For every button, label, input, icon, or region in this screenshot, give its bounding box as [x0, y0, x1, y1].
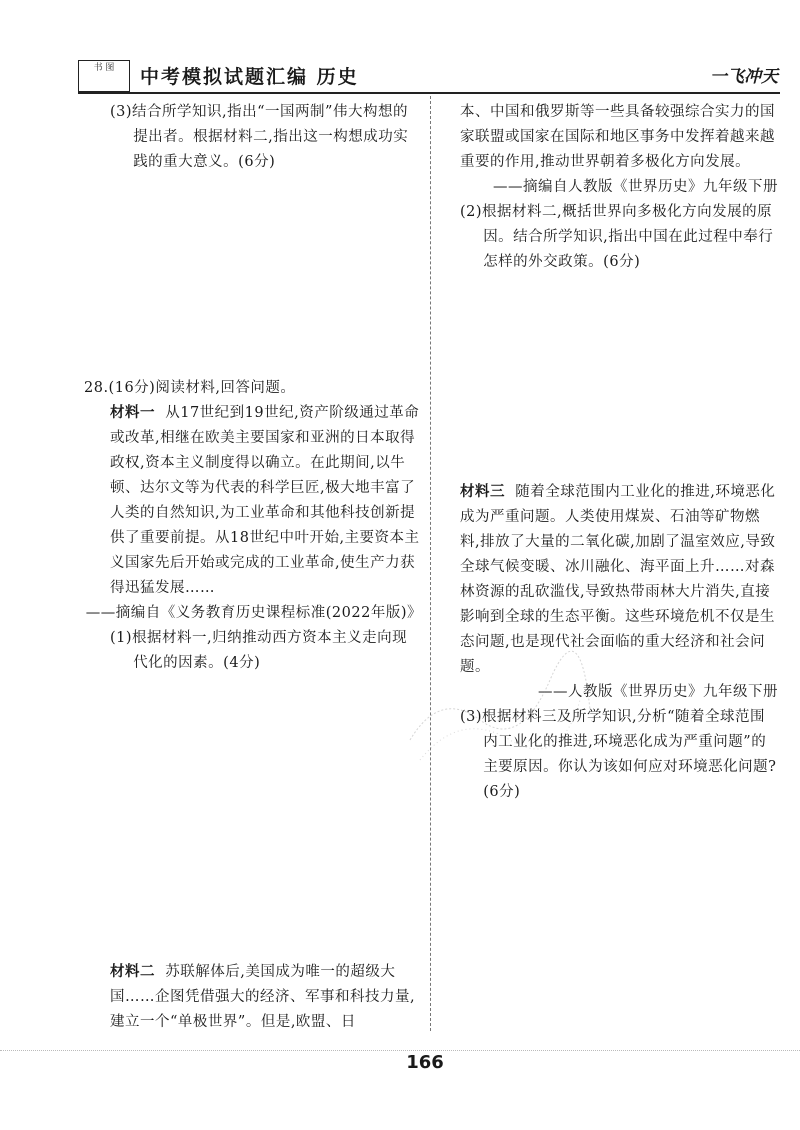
material-2-text: 苏联解体后,美国成为唯一的超级大国……企图凭借强大的经济、军事和科技力量,建立一个“单极世界”。但是,欧盟、日: [110, 964, 416, 1030]
logo-icon: [78, 60, 130, 92]
question-28-3: (3)根据材料三及所学知识,分析“随着全球范围内工业化的推进,环境恶化成为严重问题”的主要原因。你认为该如何应对环境恶化问题?(6分): [460, 709, 777, 800]
material-3-label: 材料三: [460, 484, 505, 500]
question-28-title: 28.(16分)阅读材料,回答问题。: [84, 380, 296, 396]
question-28-1: (1)根据材料一,归纳推动西方资本主义走向现代化的因素。(4分): [110, 630, 408, 671]
header-title: 中考模拟试题汇编 历史: [140, 66, 359, 88]
material-1: [110, 401, 422, 601]
material-2: [110, 960, 422, 1035]
material-2-label: 材料二: [110, 964, 155, 980]
material-3-source: ——人教版《世界历史》九年级下册: [538, 684, 778, 700]
header-rule: [78, 92, 780, 94]
material-2-cont-text: 本、中国和俄罗斯等一些具备较强综合实力的国家联盟或国家在国际和地区事务中发挥着越来越重要的作用,推动世界朝着多极化方向发展。: [460, 104, 775, 170]
material-3-text: 随着全球范围内工业化的推进,环境恶化成为严重问题。人类使用煤炭、石油等矿物燃料,排放了大量的二氧化碳,加剧了温室效应,导致全球气候变暖、冰川融化、海平面上升……对森林资源的乱砍滥伐,导致热带雨林大片消失,直接影响到全球的生态平衡。这些环境危机不仅是生态问题,也是现代社会面临的重大经济和社会问题。: [460, 484, 776, 675]
question-3-text: (3)结合所学知识,指出“一国两制”伟大构想的提出者。根据材料二,指出这一构想成功实践的重大意义。(6分): [110, 104, 409, 170]
column-divider: [430, 96, 431, 1031]
question-28: [84, 376, 422, 676]
material-2-continued: [460, 100, 778, 275]
material-1-text: 从17世纪到19世纪,资产阶级通过革命或改革,相继在欧美主要国家和亚洲的日本取得政权,资本主义制度得以确立。在此期间,以牛顿、达尔文等为代表的科学巨匠,极大地丰富了人类的自然知识,为工业革命和其他科技创新提供了重要前提。从18世纪中叶开始,主要资本主义国家先后开始或完成的工业革命,使生产力获得迅猛发展……: [110, 405, 420, 596]
watermark-icon: [400, 650, 600, 770]
material-2-source: ——摘编自人教版《世界历史》九年级下册: [493, 179, 778, 195]
page-number: 166: [406, 1052, 444, 1073]
logo-text: 书 图: [93, 63, 115, 73]
page-header: [78, 58, 780, 92]
material-1-source: ——摘编自《义务教育历史课程标准(2022年版)》: [85, 605, 422, 621]
material-1-label: 材料一: [110, 405, 155, 421]
header-brand: 一飞冲天: [710, 67, 778, 87]
left-question-3: [110, 100, 422, 175]
question-28-2: (2)根据材料二,概括世界向多极化方向发展的原因。结合所学知识,指出中国在此过程中奉行怎样的外交政策。(6分): [460, 204, 774, 270]
